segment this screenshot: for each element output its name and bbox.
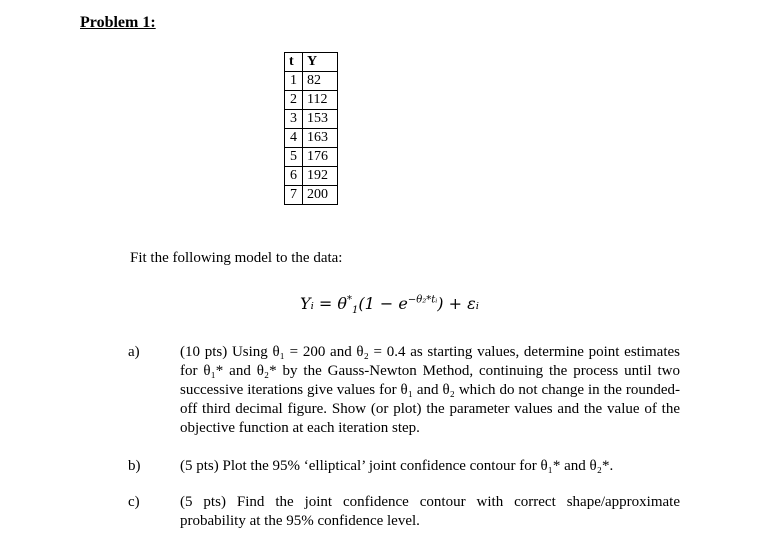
- table-header-row: [285, 53, 338, 72]
- cell-y: 82: [303, 72, 338, 91]
- model-exponent: −θ₂*tᵢ: [407, 294, 438, 306]
- part-a-label: a): [128, 344, 140, 360]
- model-rhs: ) + εᵢ: [437, 294, 479, 313]
- cell-t: 7: [285, 186, 303, 205]
- cell-t: 2: [285, 91, 303, 110]
- table-row: [285, 148, 338, 167]
- model-mid: (1 − e: [358, 294, 408, 313]
- problem-title: Problem 1:: [80, 14, 156, 31]
- table-row: [285, 110, 338, 129]
- cell-t: 4: [285, 129, 303, 148]
- cell-y: 112: [303, 91, 338, 110]
- part-c-label: c): [128, 494, 140, 510]
- part-b-label: b): [128, 458, 141, 474]
- table-row: [285, 72, 338, 91]
- model-sub-one: 1: [352, 305, 359, 317]
- cell-y: 163: [303, 129, 338, 148]
- table-row: [285, 91, 338, 110]
- column-header-y: Y: [303, 53, 338, 72]
- part-b-text: (5 pts) Plot the 95% ‘elliptical’ joint confidence contour for θ₁* and θ₂*.: [180, 458, 614, 474]
- data-table: [284, 52, 338, 205]
- column-header-t: t: [285, 53, 303, 72]
- cell-y: 200: [303, 186, 338, 205]
- cell-t: 1: [285, 72, 303, 91]
- model-star: *: [347, 294, 352, 306]
- intro-text: Fit the following model to the data:: [130, 250, 343, 266]
- cell-y: 153: [303, 110, 338, 129]
- part-c-text: (5 pts) Find the joint confidence contour with correct shape/approximate probability at the 95% confidence level.: [180, 494, 680, 529]
- part-a-text: (10 pts) Using θ₁ = 200 and θ₂ = 0.4 as starting values, determine point estimates for θ₁* and θ₂* by the Gauss-Newton Method, continuing the process until two successive iterations give values for θ₁ and θ₂ which do not change in the rounded-off third decimal figure. Show (or plot) the parameter values and the value of the objective function at each iteration step.: [180, 344, 680, 436]
- model-equation: [300, 294, 479, 316]
- cell-y: 176: [303, 148, 338, 167]
- cell-t: 3: [285, 110, 303, 129]
- cell-t: 6: [285, 167, 303, 186]
- cell-t: 5: [285, 148, 303, 167]
- model-lhs: Yᵢ = θ: [300, 294, 347, 313]
- cell-y: 192: [303, 167, 338, 186]
- table-row: [285, 167, 338, 186]
- table-row: [285, 186, 338, 205]
- table-row: [285, 129, 338, 148]
